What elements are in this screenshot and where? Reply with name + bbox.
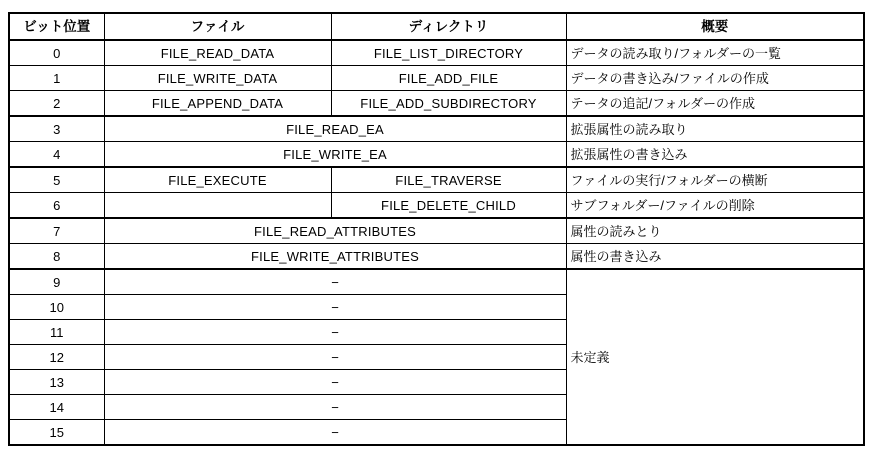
file-cell: FILE_APPEND_DATA xyxy=(104,91,331,117)
column-header-summary: 概要 xyxy=(566,13,864,40)
directory-cell: FILE_ADD_SUBDIRECTORY xyxy=(331,91,566,117)
summary-cell: データの書き込み/ファイルの作成 xyxy=(566,66,864,91)
column-header-directory: ディレクトリ xyxy=(331,13,566,40)
table-row xyxy=(9,244,864,270)
file-cell: FILE_WRITE_DATA xyxy=(104,66,331,91)
table-row xyxy=(9,218,864,244)
merged-file-directory-cell: FILE_READ_EA xyxy=(104,116,566,142)
dash-cell: − xyxy=(104,420,566,446)
summary-cell: 属性の読みとり xyxy=(566,218,864,244)
bit-cell: 0 xyxy=(9,40,104,66)
bit-cell: 6 xyxy=(9,193,104,219)
summary-cell: データの読み取り/フォルダーの一覧 xyxy=(566,40,864,66)
bit-cell: 11 xyxy=(9,320,104,345)
merged-file-directory-cell: FILE_READ_ATTRIBUTES xyxy=(104,218,566,244)
access-rights-table xyxy=(8,12,865,446)
table-row xyxy=(9,91,864,117)
bit-cell: 2 xyxy=(9,91,104,117)
bit-cell: 10 xyxy=(9,295,104,320)
dash-cell: − xyxy=(104,320,566,345)
directory-cell: FILE_TRAVERSE xyxy=(331,167,566,193)
column-header-file: ファイル xyxy=(104,13,331,40)
directory-cell: FILE_ADD_FILE xyxy=(331,66,566,91)
bit-cell: 5 xyxy=(9,167,104,193)
header-row xyxy=(9,13,864,40)
summary-cell: サブフォルダー/ファイルの削除 xyxy=(566,193,864,219)
dash-cell: − xyxy=(104,269,566,295)
table-row xyxy=(9,66,864,91)
bit-cell: 15 xyxy=(9,420,104,446)
table-row xyxy=(9,116,864,142)
bit-cell: 4 xyxy=(9,142,104,168)
summary-cell: テータの追記/フォルダーの作成 xyxy=(566,91,864,117)
bit-cell: 14 xyxy=(9,395,104,420)
merged-file-directory-cell: FILE_WRITE_EA xyxy=(104,142,566,168)
dash-cell: − xyxy=(104,395,566,420)
summary-cell: 拡張属性の読み取り xyxy=(566,116,864,142)
bit-cell: 1 xyxy=(9,66,104,91)
directory-cell: FILE_DELETE_CHILD xyxy=(331,193,566,219)
table-row xyxy=(9,142,864,168)
file-cell-empty xyxy=(104,193,331,219)
dash-cell: − xyxy=(104,345,566,370)
bit-cell: 13 xyxy=(9,370,104,395)
undefined-cell: 未定義 xyxy=(566,269,864,445)
summary-cell: 拡張属性の書き込み xyxy=(566,142,864,168)
summary-cell: ファイルの実行/フォルダーの横断 xyxy=(566,167,864,193)
table-row xyxy=(9,40,864,66)
file-cell: FILE_EXECUTE xyxy=(104,167,331,193)
column-header-bit-position: ビット位置 xyxy=(9,13,104,40)
dash-cell: − xyxy=(104,295,566,320)
bit-cell: 9 xyxy=(9,269,104,295)
file-cell: FILE_READ_DATA xyxy=(104,40,331,66)
table-row xyxy=(9,167,864,193)
bit-cell: 12 xyxy=(9,345,104,370)
table-row xyxy=(9,193,864,219)
directory-cell: FILE_LIST_DIRECTORY xyxy=(331,40,566,66)
merged-file-directory-cell: FILE_WRITE_ATTRIBUTES xyxy=(104,244,566,270)
table-row xyxy=(9,269,864,295)
dash-cell: − xyxy=(104,370,566,395)
bit-cell: 7 xyxy=(9,218,104,244)
bit-cell: 3 xyxy=(9,116,104,142)
bit-cell: 8 xyxy=(9,244,104,270)
summary-cell: 属性の書き込み xyxy=(566,244,864,270)
